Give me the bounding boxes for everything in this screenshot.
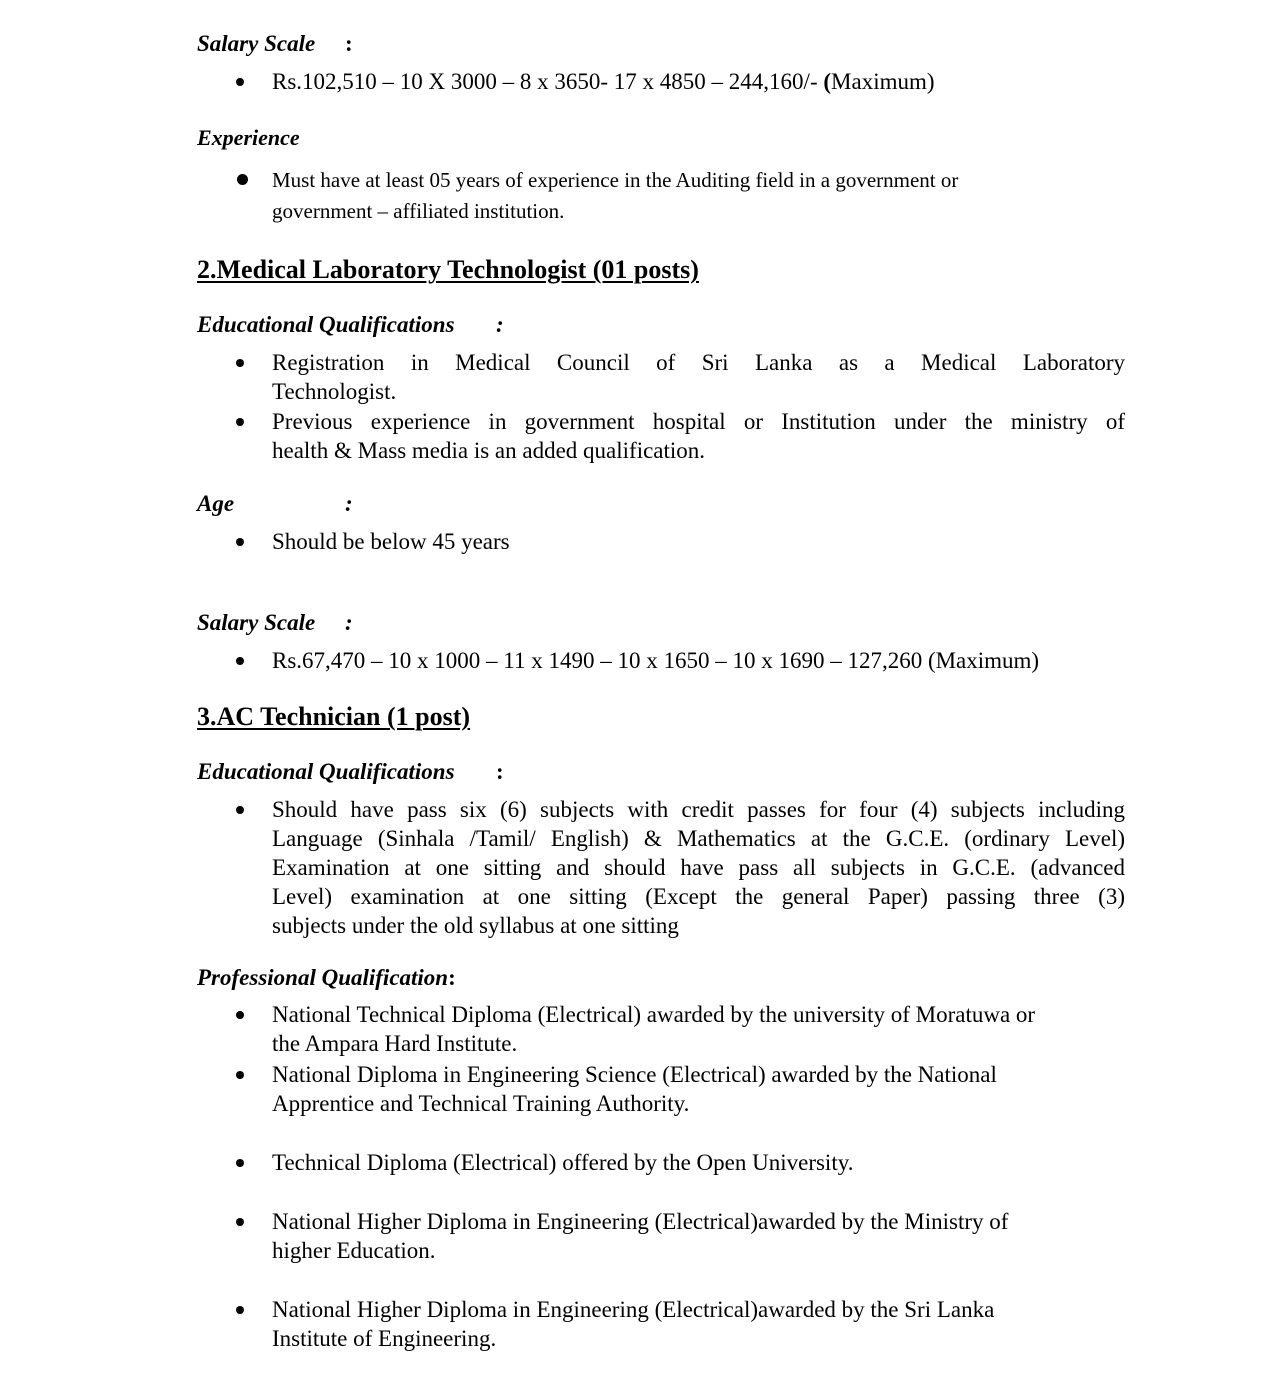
educational-qualifications-label-3: Educational Qualifications xyxy=(197,759,455,784)
age-colon: : xyxy=(345,491,353,516)
salary-scale-colon-1: : xyxy=(345,31,353,56)
edu-item-gce-requirements: Should have pass six (6) subjects with credit passes for four (4) subjects including Language (Sinhala /Tamil/ English) & Mathematics at the G.C.E. (ordinary Level) Examination at one sitting and should have pass all subjects in G.C.E. (advanced Level) examination at one sitting (Except the general Paper) passing three (3) subjects under the old syllabus at one sitting xyxy=(272,797,1125,938)
prof-item-2-line-1: National Diploma in Engineering Science (Electrical) awarded by the National xyxy=(272,1062,997,1087)
salary-scale-label-2: Salary Scale xyxy=(197,610,316,635)
prof-item-5-line-1: National Higher Diploma in Engineering (Electrical)awarded by the Sri Lanka xyxy=(272,1297,995,1322)
salary-scale-value-2: Rs.67,470 – 10 x 1000 – 11 x 1490 – 10 x 1650 – 10 x 1690 – 127,260 (Maximum) xyxy=(272,648,1040,673)
educational-qualifications-label-2: Educational Qualifications xyxy=(197,312,455,337)
experience-label: Experience xyxy=(197,125,300,150)
bullet-dot xyxy=(236,359,244,367)
educational-qualifications-colon-3: : xyxy=(496,759,504,784)
bullet-dot xyxy=(236,1159,244,1167)
prof-item-3-line-1: Technical Diploma (Electrical) offered by the Open University. xyxy=(272,1150,854,1175)
bullet-dot xyxy=(236,538,244,546)
educational-qualifications-colon-2: : xyxy=(496,312,504,337)
edu-item-registration: Registration in Medical Council of Sri Lanka as a Medical Laboratory Technologist. xyxy=(272,350,1125,404)
bullet-dot xyxy=(236,1306,244,1314)
bullet-dot xyxy=(236,1071,244,1079)
experience-line-1: Must have at least 05 years of experience in the Auditing field in a government or xyxy=(272,168,959,192)
prof-item-4-line-1: National Higher Diploma in Engineering (Electrical)awarded by the Ministry of xyxy=(272,1209,1009,1234)
bullet-dot xyxy=(237,174,248,185)
age-label: Age xyxy=(197,491,235,516)
salary-scale-colon-2: : xyxy=(345,610,353,635)
experience-line-2: government – affiliated institution. xyxy=(272,199,565,223)
prof-item-4-line-2: higher Education. xyxy=(272,1238,436,1263)
prof-item-1-line-2: the Ampara Hard Institute. xyxy=(272,1031,518,1056)
prof-item-5-line-2: Institute of Engineering. xyxy=(272,1326,497,1351)
bullet-dot xyxy=(236,657,244,665)
section-heading-medical-lab-technologist: 2.Medical Laboratory Technologist (01 posts) xyxy=(197,255,699,284)
bullet-dot xyxy=(236,1218,244,1226)
prof-item-2-line-2: Apprentice and Technical Training Authority. xyxy=(272,1091,690,1116)
salary-scale-label-1: Salary Scale xyxy=(197,31,316,56)
edu-item-previous-experience: Previous experience in government hospital or Institution under the ministry of health & Mass media is an added qualification. xyxy=(272,409,1125,463)
bullet-dot xyxy=(236,78,244,86)
salary-scale-value-1: Rs.102,510 – 10 X 3000 – 8 x 3650- 17 x 4850 – 244,160/- (Maximum) xyxy=(272,69,935,94)
bullet-dot xyxy=(236,418,244,426)
prof-item-1-line-1: National Technical Diploma (Electrical) awarded by the university of Moratuwa or xyxy=(272,1002,1036,1027)
bullet-dot xyxy=(236,806,244,814)
bullet-dot xyxy=(236,1011,244,1019)
professional-qualification-heading: Professional Qualification: xyxy=(197,965,456,990)
age-requirement: Should be below 45 years xyxy=(272,529,510,554)
section-heading-ac-technician: 3.AC Technician (1 post) xyxy=(197,702,471,731)
